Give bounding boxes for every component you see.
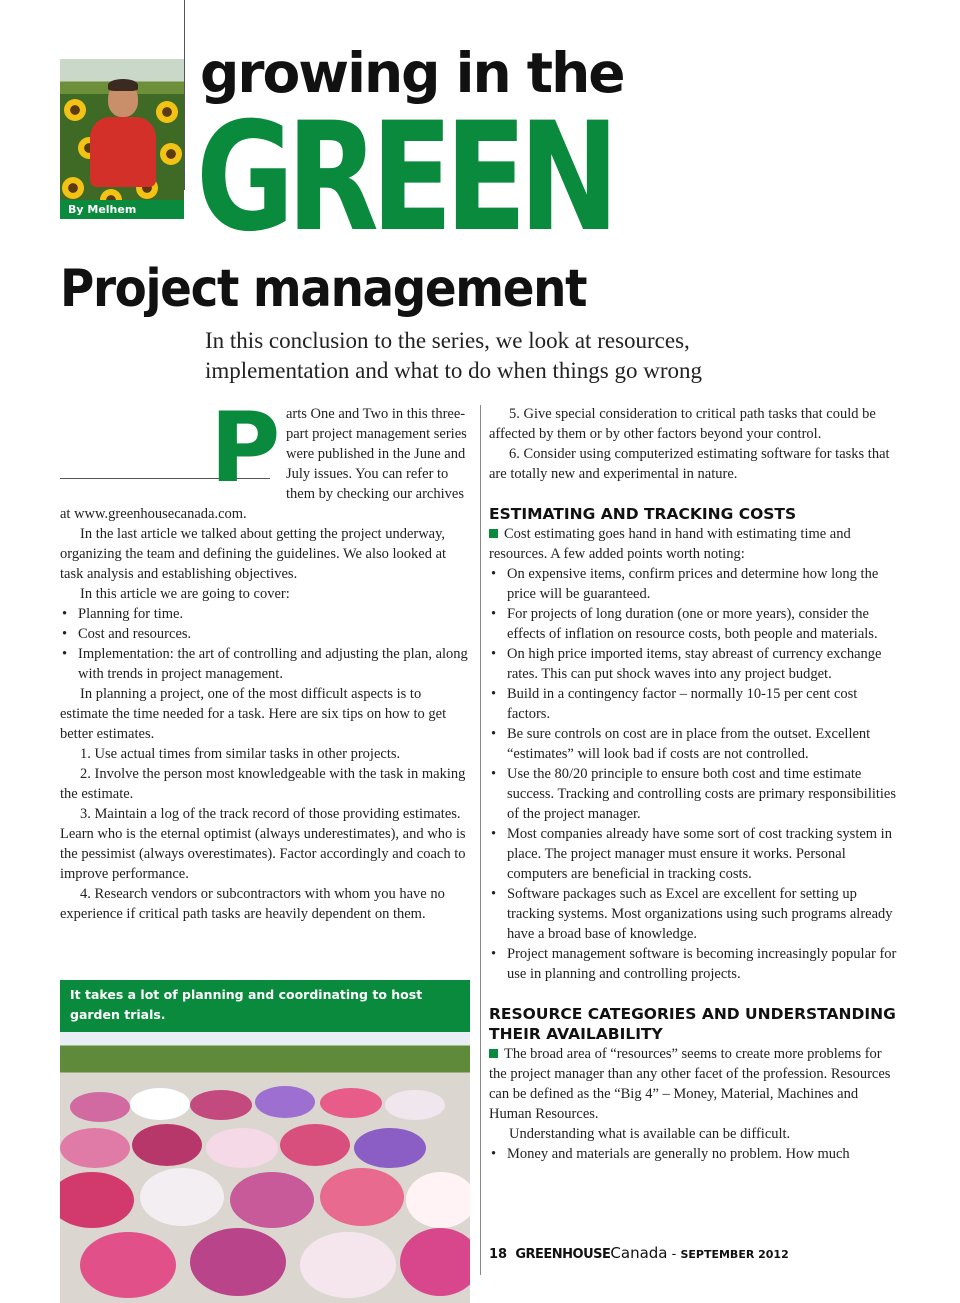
tip-number: 4. bbox=[80, 886, 91, 902]
issue-date: SEPTEMBER 2012 bbox=[680, 1248, 789, 1261]
footer-separator: - bbox=[667, 1247, 681, 1262]
article-deck: In this conclusion to the series, we look at resources, implementation and what to do when things go wrong bbox=[205, 328, 702, 383]
list-item: • Software packages such as Excel are excellent for setting up tracking systems. Most organizations using such programs already have a broad base of knowledge. bbox=[507, 884, 899, 944]
tip-number: 2. bbox=[80, 766, 91, 782]
tip-item bbox=[60, 804, 470, 884]
list-item: • Cost and resources. bbox=[78, 624, 470, 644]
photo-caption: It takes a lot of planning and coordinating to host garden trials. bbox=[60, 980, 470, 1032]
paragraph: In this article we are going to cover: bbox=[80, 586, 290, 602]
tip-number: 3. bbox=[80, 806, 91, 822]
section-lead bbox=[489, 1044, 899, 1124]
tip-text: Use actual times from similar tasks in other projects. bbox=[94, 746, 401, 762]
lead-text: Cost estimating goes hand in hand with estimating time and resources. A few added points worth noting: bbox=[489, 526, 851, 562]
tip-number: 1. bbox=[80, 746, 91, 762]
column-kicker: growing in the bbox=[200, 41, 624, 105]
tip-number: 6. bbox=[509, 446, 520, 462]
paragraph: In planning a project, one of the most difficult aspects is to estimate the time needed for a task. Here are six tips on how to get better estimates. bbox=[60, 686, 447, 742]
tip-number: 5. bbox=[509, 406, 520, 422]
list-item: • Build in a contingency factor – normally 10-15 per cent cost factors. bbox=[507, 684, 899, 724]
list-item: • Money and materials are generally no problem. How much bbox=[507, 1144, 899, 1164]
list-item: • Implementation: the art of controlling and adjusting the plan, along with trends in project management. bbox=[78, 644, 470, 684]
paragraph: Understanding what is available can be difficult. bbox=[509, 1126, 791, 1142]
tip-item bbox=[60, 764, 470, 804]
right-column bbox=[489, 404, 899, 1164]
intro-paragraph: arts One and Two in this three-part project management series were published in the June and July issues. You can refer to them by checking our archives at www.greenhousecanada.com. bbox=[60, 406, 467, 522]
square-bullet-icon bbox=[489, 1049, 498, 1058]
tip-item bbox=[60, 744, 470, 764]
tip-item bbox=[489, 404, 899, 444]
garden-trials-photo bbox=[60, 1032, 470, 1303]
byline: By Melhem Sawaya bbox=[60, 200, 184, 219]
left-column bbox=[60, 392, 470, 924]
header-divider bbox=[184, 0, 185, 190]
list-item: • Most companies already have some sort of cost tracking system in place. The project manager must ensure it works. Personal computers are beneficial in tracking costs. bbox=[507, 824, 899, 884]
tip-text: Maintain a log of the track record of those providing estimates. Learn who is the eternal optimist (always underestimates), and who is the pessimist (always overestimates). Factor accordingly and coach to improve performance. bbox=[60, 806, 466, 882]
section-heading: ESTIMATING AND TRACKING COSTS bbox=[489, 505, 797, 523]
tip-text: Consider using computerized estimating software for tasks that are totally new and experimental in nature. bbox=[489, 446, 890, 482]
list-item: • Project management software is becoming increasingly popular for use in planning and controlling projects. bbox=[507, 944, 899, 984]
cost-points-list bbox=[489, 564, 899, 984]
list-item: • On high price imported items, stay abreast of currency exchange rates. This can put shock waves into any project budget. bbox=[507, 644, 899, 684]
author-photo bbox=[60, 59, 184, 219]
article-title: Project management bbox=[60, 259, 587, 319]
list-item: • Planning for time. bbox=[78, 604, 470, 624]
magazine-name-part1: GREENHOUSE bbox=[515, 1247, 611, 1262]
tip-item bbox=[60, 884, 470, 924]
list-item: • Use the 80/20 principle to ensure both cost and time estimate success. Tracking and controlling costs are primary responsibilities of the project manager. bbox=[507, 764, 899, 824]
list-item: • On expensive items, confirm prices and determine how long the price will be guaranteed. bbox=[507, 564, 899, 604]
topic-list bbox=[60, 604, 470, 684]
list-item: • Be sure controls on cost are in place from the outset. Excellent “estimates” will look bad if costs are not controlled. bbox=[507, 724, 899, 764]
tip-text: Research vendors or subcontractors with whom you have no experience if critical path tasks are heavily dependent on them. bbox=[60, 886, 445, 922]
section-heading: RESOURCE CATEGORIES AND UNDERSTANDING THEIR AVAILABILITY bbox=[489, 1005, 896, 1043]
section-lead bbox=[489, 524, 899, 564]
magazine-name-part2: Canada bbox=[610, 1244, 668, 1262]
tip-text: Give special consideration to critical path tasks that could be affected by them or by other factors beyond your control. bbox=[489, 406, 876, 442]
page-footer bbox=[489, 1243, 789, 1265]
resource-list bbox=[489, 1144, 899, 1164]
list-item: • For projects of long duration (one or more years), consider the effects of inflation on resource costs, both people and materials. bbox=[507, 604, 899, 644]
page-number: 18 bbox=[489, 1247, 508, 1262]
drop-cap: P bbox=[210, 392, 281, 504]
column-divider bbox=[480, 405, 481, 1275]
tip-item bbox=[489, 444, 899, 484]
paragraph: In the last article we talked about getting the project underway, organizing the team and defining the guidelines. We also looked at task analysis and establishing objectives. bbox=[60, 526, 447, 582]
lead-text: The broad area of “resources” seems to create more problems for the project manager than any other facet of the profession. Resources can be defined as the “Big 4” – Money, Material, Machines and Human Resources. bbox=[489, 1046, 891, 1122]
tip-text: Involve the person most knowledgeable with the task in making the estimate. bbox=[60, 766, 466, 802]
column-title: GREEN bbox=[196, 91, 612, 265]
square-bullet-icon bbox=[489, 529, 498, 538]
